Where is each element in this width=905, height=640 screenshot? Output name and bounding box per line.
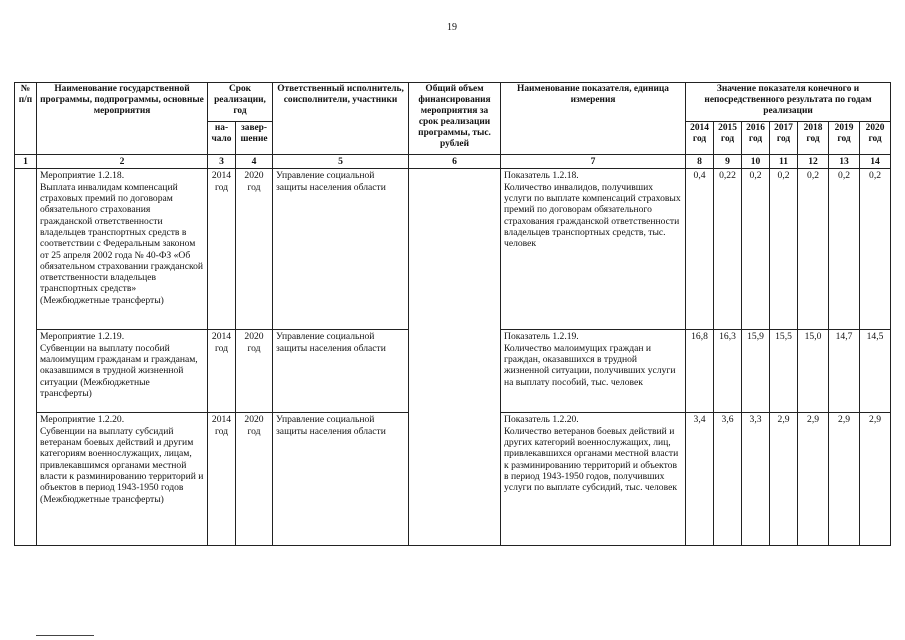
header-row-1 xyxy=(15,83,891,122)
header-year-unit: год xyxy=(868,134,882,145)
value-cell: 16,3 xyxy=(714,330,742,413)
header-start: на-чало xyxy=(208,122,236,155)
measure-name: Мероприятие 1.2.20. Субвенции на выплату субсидий ветеранам боевых действий и другим категориям военнослужащих, лицам, привлекавшимся органами местной власти к разминированию территорий и объектов в период 1943-1950 годов (Межбюджетные трансферты) xyxy=(37,413,208,546)
header-year xyxy=(829,122,860,155)
header-name: Наименование государственной программы, подпрограммы, основные мероприятия xyxy=(37,83,208,155)
value-cell: 15,5 xyxy=(770,330,798,413)
start-year: 2014 год xyxy=(208,169,236,330)
value-cell: 3,6 xyxy=(714,413,742,546)
header-period: Срок реализации, год xyxy=(208,83,273,122)
header-year xyxy=(686,122,714,155)
footnote-rule xyxy=(36,635,94,636)
column-number: 10 xyxy=(742,155,770,169)
column-number: 6 xyxy=(409,155,501,169)
header-year xyxy=(798,122,829,155)
executor: Управление социальной защиты населения области xyxy=(273,413,409,546)
header-year-unit: год xyxy=(806,134,820,145)
end-year: 2020 год xyxy=(236,330,273,413)
measure-name: Мероприятие 1.2.19. Субвенции на выплату пособий малоимущим гражданам и гражданам, оказавшимся в трудной жизненной ситуации (Межбюджетные трансферты) xyxy=(37,330,208,413)
column-number: 9 xyxy=(714,155,742,169)
column-number: 11 xyxy=(770,155,798,169)
header-executor: Ответственный исполнитель, соисполнители, участники xyxy=(273,83,409,155)
indicator: Показатель 1.2.18. Количество инвалидов, получивших услуги по выплате компенсаций страховых премий по договорам обязательного страхования гражданской ответственности владельцев транспортных средств, тыс. человек xyxy=(501,169,686,330)
header-year-label: 2017 xyxy=(774,123,793,133)
header-year xyxy=(714,122,742,155)
row-num xyxy=(15,330,37,413)
header-end: завер-шение xyxy=(236,122,273,155)
program-table xyxy=(14,82,891,546)
page-number: 19 xyxy=(447,22,457,33)
column-number: 3 xyxy=(208,155,236,169)
header-num: № п/п xyxy=(15,83,37,155)
header-year xyxy=(770,122,798,155)
value-cell: 16,8 xyxy=(686,330,714,413)
value-cell: 2,9 xyxy=(829,413,860,546)
value-cell: 0,2 xyxy=(798,169,829,330)
value-cell: 0,2 xyxy=(742,169,770,330)
column-number: 14 xyxy=(860,155,891,169)
value-cell: 0,4 xyxy=(686,169,714,330)
header-values: Значение показателя конечного и непосредственного результата по годам реализации xyxy=(686,83,891,122)
header-year-unit: год xyxy=(692,134,707,145)
header-year-label: 2018 xyxy=(803,123,823,133)
header-year-unit: год xyxy=(748,134,763,145)
column-number: 5 xyxy=(273,155,409,169)
end-year: 2020 год xyxy=(236,413,273,546)
value-cell: 2,9 xyxy=(860,413,891,546)
header-indicator: Наименование показателя, единица измерения xyxy=(501,83,686,155)
end-year: 2020 год xyxy=(236,169,273,330)
executor: Управление социальной защиты населения области xyxy=(273,330,409,413)
value-cell: 2,9 xyxy=(798,413,829,546)
row-num xyxy=(15,169,37,330)
header-year-label: 2015 xyxy=(718,123,737,133)
start-year: 2014 год xyxy=(208,330,236,413)
header-year-unit: год xyxy=(720,134,735,145)
column-number: 7 xyxy=(501,155,686,169)
header-funding: Общий объем финансирования мероприятия за срок реализации программы, тыс. рублей xyxy=(409,83,501,155)
header-year-label: 2014 xyxy=(690,123,709,133)
column-number: 8 xyxy=(686,155,714,169)
indicator: Показатель 1.2.19. Количество малоимущих граждан и граждан, оказавшихся в трудной жизненной ситуации, получивших услуги на выплату пособий, тыс. человек xyxy=(501,330,686,413)
header-year-unit: год xyxy=(776,134,791,145)
column-number: 4 xyxy=(236,155,273,169)
indicator: Показатель 1.2.20. Количество ветеранов боевых действий и других категорий военнослужащих, лиц, привлекавшихся органами местной власти к разминированию территорий и объектов в период 1943-1950 годов, получивших услуги по выплате субсидий, тыс. человек xyxy=(501,413,686,546)
value-cell: 3,3 xyxy=(742,413,770,546)
value-cell: 14,5 xyxy=(860,330,891,413)
column-number: 12 xyxy=(798,155,829,169)
value-cell: 0,22 xyxy=(714,169,742,330)
value-cell: 0,2 xyxy=(770,169,798,330)
column-numbers-row xyxy=(15,155,891,169)
header-year xyxy=(742,122,770,155)
table-row xyxy=(15,169,891,330)
measure-name: Мероприятие 1.2.18. Выплата инвалидам компенсаций страховых премий по договорам обязательного страхования гражданской ответственности владельцев транспортных средств в соответствии с Федеральным законом от 25 апреля 2002 года № 40-ФЗ «Об обязательном страховании гражданской ответственности владельцев транспортных средств» (Межбюджетные трансферты) xyxy=(37,169,208,330)
value-cell: 14,7 xyxy=(829,330,860,413)
column-number: 13 xyxy=(829,155,860,169)
header-year-label: 2016 xyxy=(746,123,765,133)
header-year xyxy=(860,122,891,155)
header-year-unit: год xyxy=(837,134,851,145)
value-cell: 2,9 xyxy=(770,413,798,546)
header-year-label: 2019 xyxy=(834,123,854,133)
value-cell: 0,2 xyxy=(829,169,860,330)
header-year-label: 2020 xyxy=(865,123,885,133)
row-num xyxy=(15,413,37,546)
start-year: 2014 год xyxy=(208,413,236,546)
value-cell: 15,0 xyxy=(798,330,829,413)
value-cell: 0,2 xyxy=(860,169,891,330)
executor: Управление социальной защиты населения области xyxy=(273,169,409,330)
column-number: 1 xyxy=(15,155,37,169)
value-cell: 3,4 xyxy=(686,413,714,546)
column-number: 2 xyxy=(37,155,208,169)
value-cell: 15,9 xyxy=(742,330,770,413)
funding-cell xyxy=(409,169,501,546)
